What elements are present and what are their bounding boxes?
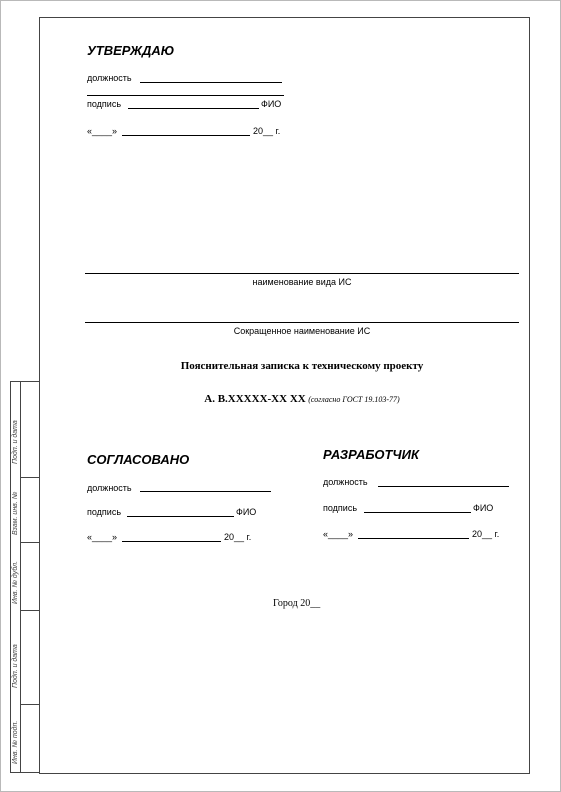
developer-date-year: 20__ г.	[472, 529, 500, 539]
system-short-caption: Сокращенное наименование ИС	[233, 326, 371, 336]
developer-date-line	[358, 538, 469, 539]
developer-heading: РАЗРАБОТЧИК	[323, 447, 419, 462]
document-title: Пояснительная записка к техническому проекту	[180, 360, 424, 372]
stamp-cell-divider	[20, 542, 39, 543]
approve-date-line	[122, 135, 250, 136]
agreed-date-line	[122, 541, 221, 542]
developer-position-line	[378, 486, 509, 487]
agreed-signature-label: подпись	[87, 507, 122, 517]
approve-signature-line	[128, 108, 259, 109]
approve-signature-label: подпись	[87, 99, 122, 109]
city-year: Город 20__	[273, 598, 321, 609]
approve-position-line	[140, 82, 282, 83]
stamp-label: Инв. № подп.	[12, 720, 19, 764]
developer-fio-label: ФИО	[473, 503, 494, 513]
document-code-row	[85, 393, 519, 405]
stamp-cell-divider	[20, 610, 39, 611]
agreed-fio-label: ФИО	[236, 507, 257, 517]
document-code-note: (согласно ГОСТ 19.103-77)	[308, 395, 400, 404]
approve-position-label: должность	[87, 73, 132, 83]
approve-date-day: «____»	[87, 126, 118, 136]
agreed-heading: СОГЛАСОВАНО	[87, 452, 190, 467]
stamp-cell-divider	[20, 704, 39, 705]
binding-stamp	[10, 381, 39, 773]
developer-date-day: «____»	[323, 529, 354, 539]
stamp-cell-divider	[20, 477, 39, 478]
system-type-caption: наименование вида ИС	[252, 277, 352, 287]
developer-signature-label: подпись	[323, 503, 358, 513]
approve-date-year: 20__ г.	[253, 126, 281, 136]
developer-position-label: должность	[323, 477, 368, 487]
document-code: А. В.XXXXX-XX XX	[204, 393, 306, 405]
agreed-position-line	[140, 491, 271, 492]
approve-position-line-2	[87, 95, 284, 96]
stamp-label: Подп. и дата	[12, 644, 19, 688]
agreed-signature-line	[127, 516, 234, 517]
stamp-label: Инв. № дубл.	[12, 560, 19, 604]
system-short-line	[85, 322, 519, 323]
agreed-date-year: 20__ г.	[224, 532, 252, 542]
agreed-position-label: должность	[87, 483, 132, 493]
stamp-divider	[20, 382, 21, 772]
approve-heading: УТВЕРЖДАЮ	[87, 43, 175, 58]
agreed-date-day: «____»	[87, 532, 118, 542]
developer-signature-line	[364, 512, 471, 513]
stamp-label: Подп. и дата	[12, 420, 19, 464]
system-type-line	[85, 273, 519, 274]
approve-fio-label: ФИО	[261, 99, 282, 109]
stamp-label: Взам. инв. №	[12, 491, 19, 535]
